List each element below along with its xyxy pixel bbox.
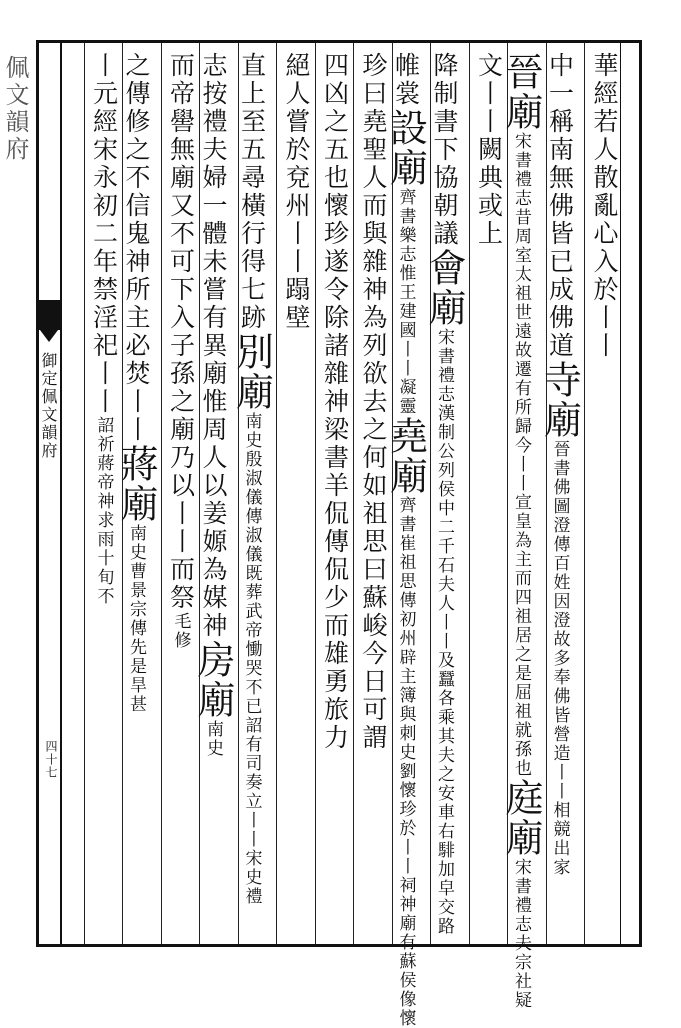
annotation-text: 宋書禮志漢制公列侯中二千石夫人丨丨及蠶各乘其夫之安車右騑加皁交路 bbox=[434, 328, 454, 936]
main-text: 華經若人散亂心入於丨丨 bbox=[590, 52, 619, 360]
main-text: 直上至五尋橫行得七跡 bbox=[237, 52, 267, 332]
annotation-text: 宋書禮志昔周室太祖世遠故遷有所歸今丨丨宣皇為主而四祖居之是屈祖就孫也 bbox=[511, 132, 531, 778]
margin-book-title: 佩文韻府 bbox=[1, 55, 29, 163]
frame-right-border bbox=[639, 40, 642, 947]
text-column bbox=[359, 52, 387, 752]
main-text: 而帝嚳無廟又不可下入子孫之廟乃以丨丨而祭 bbox=[166, 52, 196, 612]
column-rule bbox=[469, 43, 470, 944]
text-column bbox=[422, 52, 466, 936]
annotation-text: 宋書禮志夫宗社疑 bbox=[511, 858, 531, 1010]
frame-bottom-border bbox=[36, 944, 642, 947]
text-column bbox=[383, 52, 428, 1028]
column-rule bbox=[276, 43, 277, 944]
text-column bbox=[499, 52, 543, 1010]
entry-heading: 設廟 bbox=[383, 108, 428, 188]
main-text: 降制書下協朝議 bbox=[430, 52, 459, 248]
annotation-text: 詔祈蔣帝神求雨十旬不 bbox=[93, 416, 114, 606]
annotation-text: 齊書崔祖思傳初州辟主簿與刺史劉懷珍於丨丨祠神廟有蘇侯像懷 bbox=[395, 496, 416, 1028]
text-column bbox=[229, 52, 274, 906]
main-text: 丨元經宋永初二年禁淫祀丨丨 bbox=[89, 52, 119, 416]
column-rule bbox=[84, 43, 85, 944]
entry-heading: 庭廟 bbox=[499, 778, 543, 858]
margin-divider-line bbox=[60, 40, 62, 947]
entry-heading: 堯廟 bbox=[383, 416, 428, 496]
main-text: 四凶之五也懷珍遂令除諸雜神梁書羊侃傳侃少而雄勇旅力 bbox=[320, 52, 350, 752]
main-text: 珍曰堯聖人而與雜神為列欲去之何如祖思曰蘇峻今日可謂 bbox=[359, 52, 388, 752]
column-rule bbox=[353, 43, 354, 944]
page-number: 四十七 bbox=[44, 740, 58, 779]
main-text: 志按禮夫婦一體未嘗有異廟惟周人以姜嫄為媒神 bbox=[199, 52, 228, 640]
annotation-text: 南史殷淑儀傳淑儀既葬武帝慟哭不已詔有司奏立丨丨宋史禮 bbox=[241, 412, 262, 906]
right-divider-line bbox=[620, 40, 621, 947]
main-text: 帷裳 bbox=[391, 52, 421, 108]
main-text: 文丨丨闕典或上 bbox=[474, 52, 504, 248]
text-column bbox=[321, 52, 349, 752]
annotation-text: 齊書樂志惟王建國丨丨凝靈 bbox=[395, 188, 416, 416]
annotation-text: 毛修 bbox=[170, 612, 191, 650]
column-rule bbox=[315, 43, 316, 944]
main-text: 絕人嘗於兗州丨丨蹋壁 bbox=[282, 52, 311, 332]
annotation-text: 南史 bbox=[203, 720, 223, 758]
text-column bbox=[90, 52, 118, 606]
main-text: 之傳修之不信鬼神所主必焚丨丨 bbox=[122, 52, 151, 444]
text-column bbox=[282, 52, 310, 332]
frame-top-border bbox=[36, 40, 642, 43]
frame-left-border bbox=[36, 40, 39, 947]
text-column bbox=[191, 52, 235, 758]
margin-note-title: 御定佩文韻府 bbox=[39, 352, 58, 460]
entry-heading: 會廟 bbox=[422, 248, 466, 328]
main-text: 中一稱南無佛皆已成佛道 bbox=[545, 52, 575, 360]
entry-heading: 蔣廟 bbox=[114, 444, 158, 524]
entry-heading: 房廟 bbox=[191, 640, 235, 720]
entry-heading: 晉廟 bbox=[499, 52, 543, 132]
fish-tail-mark bbox=[36, 300, 62, 330]
annotation-text: 南史曹景宗傳先是旱甚 bbox=[126, 524, 146, 714]
text-column bbox=[475, 52, 503, 248]
annotation-text: 晉書佛圖澄傳百姓因澄故多奉佛皆營造丨丨相競出家 bbox=[549, 440, 570, 877]
text-column bbox=[167, 52, 195, 650]
entry-heading: 別廟 bbox=[229, 332, 274, 412]
column-rule bbox=[161, 43, 162, 944]
entry-heading: 寺廟 bbox=[537, 360, 582, 440]
text-column bbox=[590, 52, 618, 360]
column-rule bbox=[584, 43, 585, 944]
text-column bbox=[537, 52, 582, 877]
text-column bbox=[114, 52, 158, 714]
